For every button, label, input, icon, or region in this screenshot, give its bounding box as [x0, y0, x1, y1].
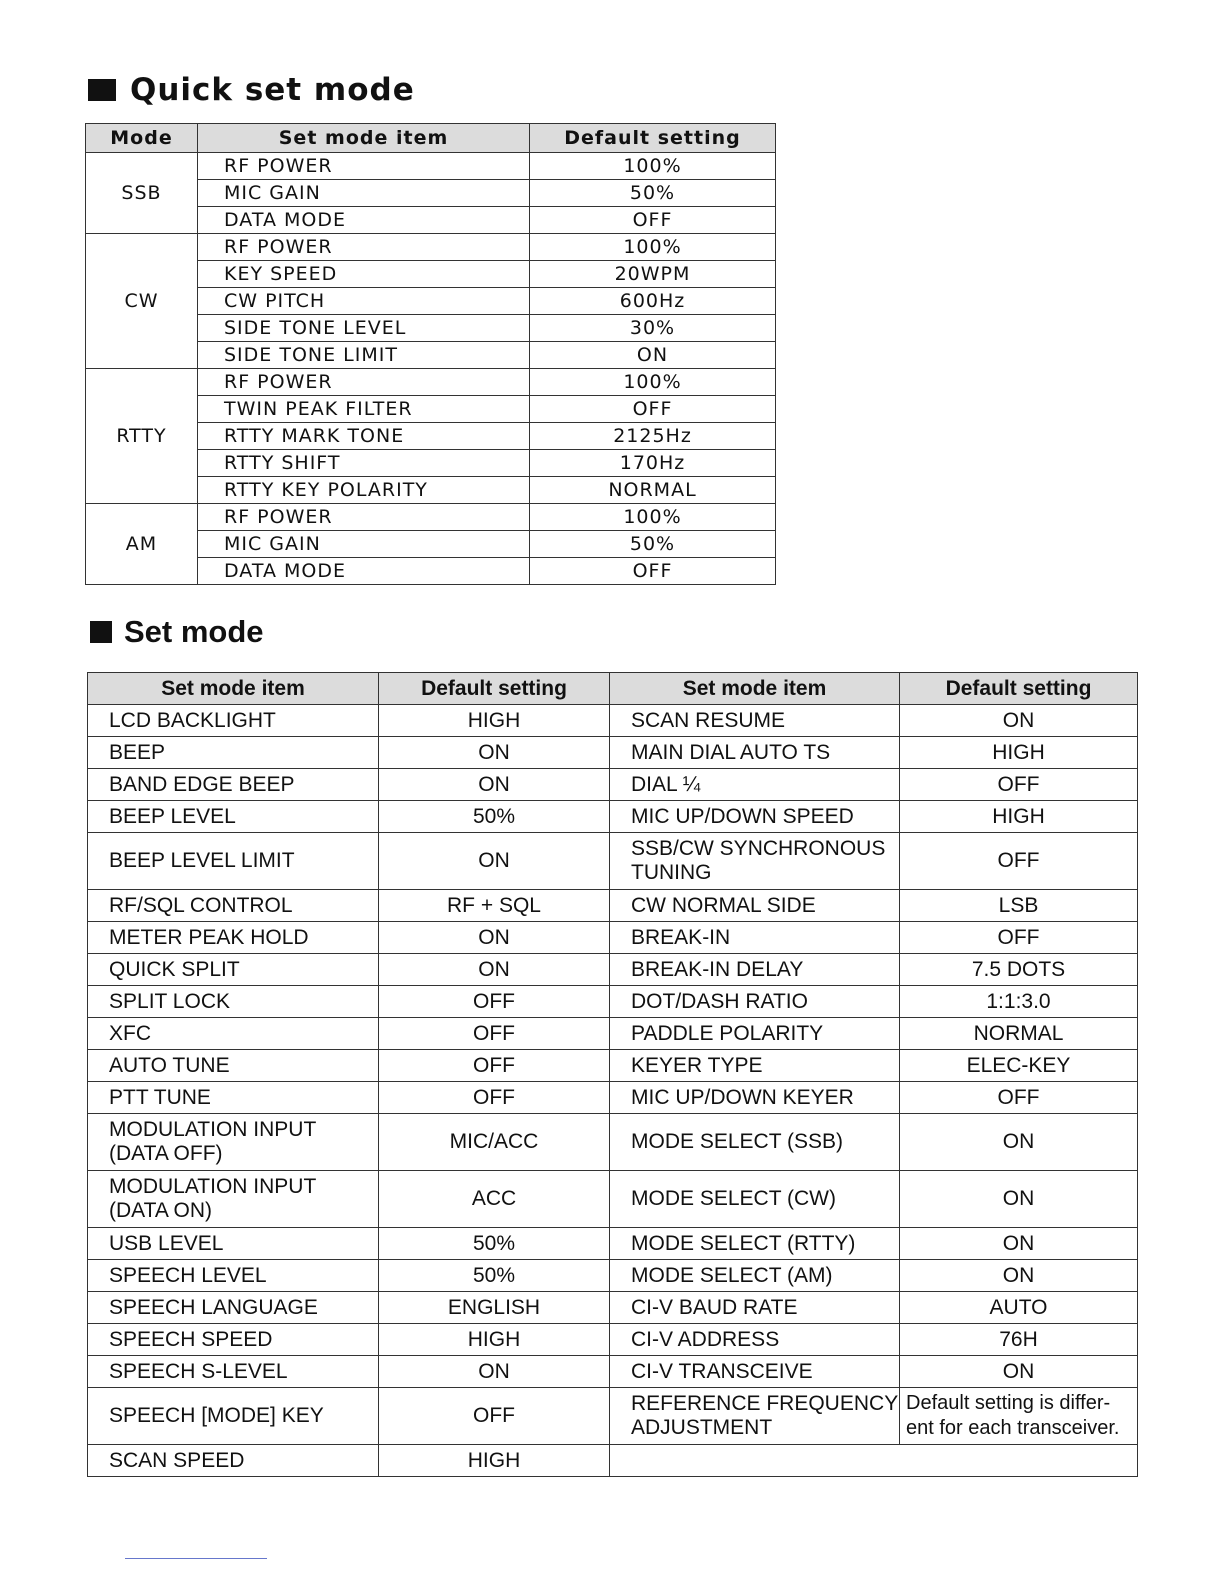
set-mode-item-cell: [610, 769, 900, 801]
quick-set-title: Quick set mode: [130, 72, 415, 108]
set-mode-table: [87, 672, 1138, 1477]
cell-text-line: SPEECH SPEED: [109, 1327, 273, 1351]
table-row: [88, 1050, 1138, 1082]
table-row: [88, 833, 1138, 890]
default-setting-cell: HIGH: [379, 1445, 610, 1477]
table-row: [88, 705, 1138, 737]
header-default-setting: Default setting: [530, 124, 776, 153]
set-mode-item-cell: RF POWER: [198, 153, 530, 180]
default-setting-cell: 170Hz: [530, 450, 776, 477]
set-mode-item-cell: [88, 890, 379, 922]
default-setting-cell: ON: [900, 705, 1138, 737]
set-mode-item-cell: [88, 769, 379, 801]
cell-text-line: KEYER TYPE: [631, 1053, 763, 1077]
set-mode-item-cell: [610, 922, 900, 954]
square-bullet-icon: [90, 621, 112, 643]
table-row: [88, 737, 1138, 769]
table-row: [88, 1018, 1138, 1050]
default-setting-note-cell: [900, 1388, 1138, 1445]
quick-set-table: [85, 123, 776, 585]
default-setting-cell: NORMAL: [900, 1018, 1138, 1050]
cell-text-line: XFC: [109, 1021, 151, 1045]
set-mode-item-cell: [88, 986, 379, 1018]
default-setting-cell: OFF: [379, 1050, 610, 1082]
cell-text-line: BEEP LEVEL: [109, 804, 236, 828]
set-mode-item-cell: MIC GAIN: [198, 531, 530, 558]
cell-text-line: MODE SELECT (RTTY): [631, 1231, 856, 1255]
default-setting-cell: ON: [900, 1114, 1138, 1171]
set-mode-item-cell: [610, 1356, 900, 1388]
mode-cell: RTTY: [86, 369, 198, 504]
table-row: [86, 504, 776, 531]
cell-text-line: MODE SELECT (SSB): [631, 1130, 843, 1153]
cell-text-line: Default setting is differ-: [906, 1392, 1111, 1414]
set-mode-item-cell: [88, 1018, 379, 1050]
empty-cell: [610, 1445, 1138, 1477]
set-mode-item-cell: [88, 737, 379, 769]
cell-text-line: MODULATION INPUT: [109, 1175, 317, 1198]
cell-text-line: QUICK SPLIT: [109, 957, 240, 981]
set-mode-item-cell: [610, 1388, 900, 1445]
cell-text-line: RF/SQL CONTROL: [109, 893, 293, 917]
header-set-mode-item: Set mode item: [198, 124, 530, 153]
table-row: [88, 801, 1138, 833]
cell-text-line: MODE SELECT (CW): [631, 1187, 836, 1210]
default-setting-cell: 1:1:3.0: [900, 986, 1138, 1018]
table-row: [88, 1388, 1138, 1445]
default-setting-cell: 76H: [900, 1324, 1138, 1356]
set-mode-item-cell: [610, 1114, 900, 1171]
default-setting-cell: ELEC-KEY: [900, 1050, 1138, 1082]
cell-text-line: ADJUSTMENT: [631, 1416, 773, 1439]
set-mode-item-cell: RTTY MARK TONE: [198, 423, 530, 450]
default-setting-cell: 30%: [530, 315, 776, 342]
set-mode-item-cell: RF POWER: [198, 234, 530, 261]
default-setting-cell: 20WPM: [530, 261, 776, 288]
default-setting-cell: 600Hz: [530, 288, 776, 315]
default-setting-cell: ON: [379, 954, 610, 986]
table-row: [88, 1228, 1138, 1260]
table-row: [88, 1356, 1138, 1388]
cell-text-line: BREAK-IN: [631, 925, 731, 949]
cell-text-line: USB LEVEL: [109, 1231, 224, 1255]
set-mode-item-cell: [88, 954, 379, 986]
cell-text-line: REFERENCE FREQUENCY: [631, 1392, 899, 1415]
cell-text-line: CW NORMAL SIDE: [631, 893, 816, 917]
table-row: [86, 153, 776, 180]
default-setting-cell: AUTO: [900, 1292, 1138, 1324]
set-mode-item-cell: [88, 801, 379, 833]
set-mode-item-cell: [88, 1114, 379, 1171]
table-row: [88, 1114, 1138, 1171]
set-mode-item-cell: DATA MODE: [198, 558, 530, 585]
table-row: [88, 890, 1138, 922]
default-setting-cell: HIGH: [900, 801, 1138, 833]
default-setting-cell: 100%: [530, 153, 776, 180]
default-setting-cell: HIGH: [379, 1324, 610, 1356]
set-mode-item-cell: [88, 922, 379, 954]
default-setting-cell: RF + SQL: [379, 890, 610, 922]
default-setting-cell: OFF: [379, 1082, 610, 1114]
default-setting-cell: 2125Hz: [530, 423, 776, 450]
table-row: [88, 1324, 1138, 1356]
default-setting-cell: MIC/ACC: [379, 1114, 610, 1171]
set-mode-item-cell: [88, 1292, 379, 1324]
cell-text-line: TUNING: [631, 861, 712, 884]
set-mode-item-cell: [88, 1388, 379, 1445]
default-setting-cell: ON: [379, 1356, 610, 1388]
cell-text-line: BREAK-IN DELAY: [631, 957, 804, 981]
set-mode-item-cell: [88, 1171, 379, 1228]
default-setting-cell: OFF: [900, 769, 1138, 801]
header-mode: Mode: [86, 124, 198, 153]
cell-text-line: CI-V TRANSCEIVE: [631, 1359, 813, 1383]
default-setting-cell: ON: [379, 769, 610, 801]
default-setting-cell: 50%: [379, 1228, 610, 1260]
default-setting-cell: 50%: [379, 1260, 610, 1292]
table-row: [88, 1260, 1138, 1292]
cell-text-line: CI-V ADDRESS: [631, 1327, 780, 1351]
cell-text-line: BEEP LEVEL LIMIT: [109, 849, 295, 872]
set-mode-item-cell: [610, 1228, 900, 1260]
set-mode-item-cell: RTTY KEY POLARITY: [198, 477, 530, 504]
table-row: [88, 986, 1138, 1018]
cell-text-line: METER PEAK HOLD: [109, 925, 309, 949]
cell-text-line: (DATA OFF): [109, 1142, 223, 1165]
table-row: [88, 1171, 1138, 1228]
set-mode-item-cell: DATA MODE: [198, 207, 530, 234]
cell-text-line: BAND EDGE BEEP: [109, 772, 295, 796]
default-setting-cell: 100%: [530, 234, 776, 261]
set-mode-item-cell: [610, 801, 900, 833]
cell-text-line: SPEECH S-LEVEL: [109, 1359, 288, 1383]
cell-text-line: ent for each transceiver.: [906, 1417, 1120, 1439]
default-setting-cell: ON: [900, 1260, 1138, 1292]
quick-set-heading: [88, 70, 415, 110]
set-mode-title: Set mode: [124, 614, 264, 649]
default-setting-cell: OFF: [379, 1388, 610, 1445]
table-row: [88, 1445, 1138, 1477]
cell-text-line: MAIN DIAL AUTO TS: [631, 740, 831, 764]
default-setting-cell: OFF: [530, 396, 776, 423]
default-setting-cell: ON: [530, 342, 776, 369]
table-row: [88, 922, 1138, 954]
cell-text-line: SPLIT LOCK: [109, 989, 230, 1013]
header-set-mode-item: Set mode item: [610, 673, 900, 705]
default-setting-cell: OFF: [900, 1082, 1138, 1114]
set-mode-item-cell: TWIN PEAK FILTER: [198, 396, 530, 423]
default-setting-cell: 100%: [530, 504, 776, 531]
header-set-mode-item: Set mode item: [88, 673, 379, 705]
set-mode-item-cell: [610, 737, 900, 769]
cell-text-line: MIC UP/DOWN SPEED: [631, 804, 854, 828]
cell-text-line: PADDLE POLARITY: [631, 1021, 824, 1045]
default-setting-cell: OFF: [530, 558, 776, 585]
default-setting-cell: OFF: [900, 922, 1138, 954]
cell-text-line: AUTO TUNE: [109, 1053, 230, 1077]
default-setting-cell: ON: [900, 1171, 1138, 1228]
set-mode-item-cell: [610, 1324, 900, 1356]
square-bullet-icon: [88, 79, 116, 101]
default-setting-cell: 50%: [379, 801, 610, 833]
cell-text-line: SSB/CW SYNCHRONOUS: [631, 837, 886, 860]
table-row: [88, 954, 1138, 986]
default-setting-cell: ON: [379, 833, 610, 890]
table-row: [88, 769, 1138, 801]
set-mode-item-cell: SIDE TONE LEVEL: [198, 315, 530, 342]
set-mode-item-cell: RF POWER: [198, 504, 530, 531]
set-mode-item-cell: [610, 1082, 900, 1114]
default-setting-cell: 50%: [530, 531, 776, 558]
default-setting-cell: ON: [900, 1228, 1138, 1260]
default-setting-cell: 100%: [530, 369, 776, 396]
set-mode-item-cell: [88, 833, 379, 890]
default-setting-cell: ON: [379, 737, 610, 769]
table-row: [88, 1082, 1138, 1114]
set-mode-item-cell: CW PITCH: [198, 288, 530, 315]
cell-text-line: SPEECH [MODE] KEY: [109, 1404, 324, 1427]
default-setting-cell: HIGH: [900, 737, 1138, 769]
set-mode-item-cell: [610, 1260, 900, 1292]
set-mode-item-cell: [88, 1082, 379, 1114]
set-mode-heading: [90, 612, 264, 652]
set-mode-item-cell: RF POWER: [198, 369, 530, 396]
set-mode-item-cell: [610, 890, 900, 922]
default-setting-cell: ON: [900, 1356, 1138, 1388]
default-setting-cell: LSB: [900, 890, 1138, 922]
cell-text-line: SPEECH LANGUAGE: [109, 1295, 318, 1319]
cell-text-line: BEEP: [109, 740, 166, 764]
cell-text-line: LCD BACKLIGHT: [109, 708, 276, 732]
set-mode-item-cell: [88, 1050, 379, 1082]
cell-text-line: SCAN RESUME: [631, 708, 786, 732]
table-row: [86, 369, 776, 396]
cell-text-line: MODULATION INPUT: [109, 1118, 317, 1141]
cell-text-line: SCAN SPEED: [109, 1448, 245, 1472]
default-setting-cell: ACC: [379, 1171, 610, 1228]
default-setting-cell: NORMAL: [530, 477, 776, 504]
cell-text-line: MODE SELECT (AM): [631, 1263, 833, 1287]
cell-text-line: SPEECH LEVEL: [109, 1263, 267, 1287]
set-mode-item-cell: MIC GAIN: [198, 180, 530, 207]
set-mode-item-cell: KEY SPEED: [198, 261, 530, 288]
set-mode-item-cell: [610, 705, 900, 737]
set-mode-item-cell: [610, 1292, 900, 1324]
default-setting-cell: 50%: [530, 180, 776, 207]
table-row: [88, 1292, 1138, 1324]
table-row: [86, 234, 776, 261]
cell-text-line: (DATA ON): [109, 1199, 213, 1222]
set-mode-item-cell: RTTY SHIFT: [198, 450, 530, 477]
default-setting-cell: OFF: [379, 1018, 610, 1050]
cell-text-line: DOT/DASH RATIO: [631, 989, 808, 1013]
set-mode-item-cell: [88, 1356, 379, 1388]
cell-text-line: DIAL ¼: [631, 772, 701, 796]
set-mode-item-cell: [88, 1260, 379, 1292]
set-mode-item-cell: [88, 1324, 379, 1356]
default-setting-cell: ENGLISH: [379, 1292, 610, 1324]
mode-cell: AM: [86, 504, 198, 585]
default-setting-cell: OFF: [900, 833, 1138, 890]
set-mode-item-cell: [88, 705, 379, 737]
cell-text-line: PTT TUNE: [109, 1085, 211, 1109]
default-setting-cell: 7.5 DOTS: [900, 954, 1138, 986]
set-mode-item-cell: [88, 1445, 379, 1477]
header-default-setting: Default setting: [379, 673, 610, 705]
default-setting-cell: OFF: [530, 207, 776, 234]
table-header-row: [86, 124, 776, 153]
set-mode-item-cell: [610, 1018, 900, 1050]
set-mode-item-cell: [610, 1171, 900, 1228]
mode-cell: SSB: [86, 153, 198, 234]
default-setting-cell: HIGH: [379, 705, 610, 737]
default-setting-cell: OFF: [379, 986, 610, 1018]
cell-text-line: CI-V BAUD RATE: [631, 1295, 798, 1319]
table-header-row: [88, 673, 1138, 705]
set-mode-item-cell: [610, 954, 900, 986]
default-setting-cell: ON: [379, 922, 610, 954]
cell-text-line: MIC UP/DOWN KEYER: [631, 1085, 854, 1109]
set-mode-item-cell: [610, 1050, 900, 1082]
set-mode-item-cell: [610, 986, 900, 1018]
header-default-setting: Default setting: [900, 673, 1138, 705]
mode-cell: CW: [86, 234, 198, 369]
set-mode-item-cell: [88, 1228, 379, 1260]
set-mode-item-cell: [610, 833, 900, 890]
set-mode-item-cell: SIDE TONE LIMIT: [198, 342, 530, 369]
footer-rule: [125, 1558, 267, 1559]
